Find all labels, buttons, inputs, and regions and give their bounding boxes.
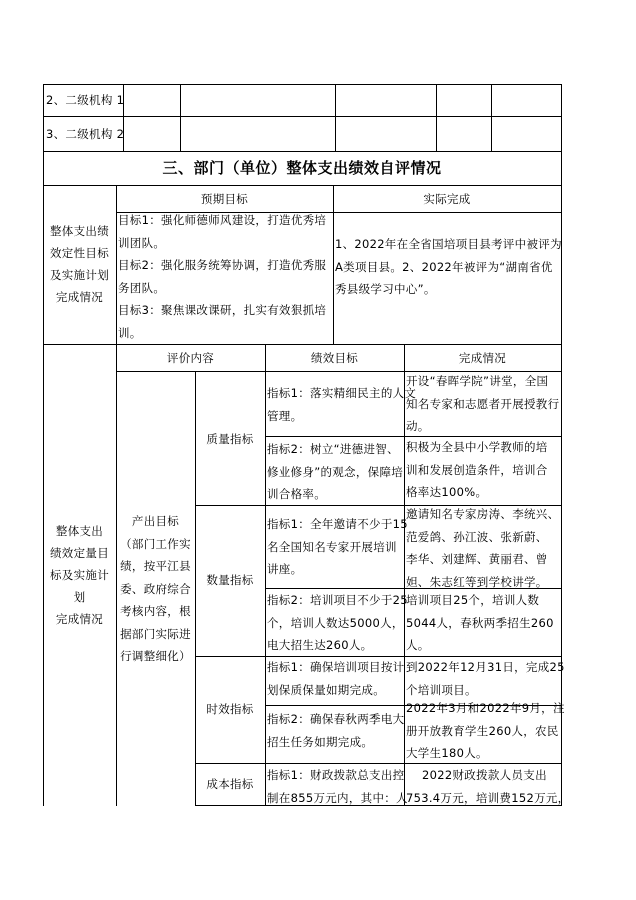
eval-content-header: 评价内容 <box>166 351 215 365</box>
performance-target-header: 绩效目标 <box>310 351 359 365</box>
category-quality: 质量指标 <box>206 432 254 446</box>
indicator-target: 指标1：确保培训项目按计 划保质保量如期完成。 <box>267 660 405 697</box>
indicator-completion: 培训项目25个，培训人数 5044人，春秋两季招生260 人。 <box>406 593 554 652</box>
indicator-target: 指标1：财政拨款总支出控 制在855万元内，其中：人 <box>267 768 408 805</box>
output-goal-label: 产出目标 （部门工作实 绩，按平江县 委、政府综合 考核内容，根 据部门实际进 行调整细化） <box>120 514 191 663</box>
quantitative-goal-header: 整体支出 绩效定量目 标及实施计 划 完成情况 <box>50 524 109 626</box>
indicator-target: 指标2：确保春秋两季电大 招生任务如期完成。 <box>267 712 405 749</box>
indicator-target: 指标1：落实精细民主的人文 管理。 <box>267 386 417 423</box>
actual-completion-header: 实际完成 <box>423 192 471 206</box>
indicator-target: 指标2：培训项目不少于25 个，培训人数达5000人， 电大招生达260人。 <box>267 593 408 652</box>
category-cost: 成本指标 <box>206 777 254 791</box>
indicator-completion: 积极为全县中小学教师的培 训和发展创造条件，培训合 格率达100%。 <box>406 440 548 499</box>
qualitative-goal-header: 整体支出绩 效定性目标 及实施计划 完成情况 <box>50 224 109 304</box>
planned-goal-header: 预期目标 <box>200 192 249 206</box>
indicator-completion: 2022年3月和2022年9月，注 册开放教育学生260人，农民 大学生180人。 <box>406 701 565 760</box>
category-quantity: 数量指标 <box>206 573 254 587</box>
planned-goals-text: 目标1：强化师德师风建设，打造优秀培 训团队。 目标2：强化服务统筹协调，打造优秀服 务团队。 目标3：聚焦课改课研，扎实有效狠抓培 训。 <box>118 213 327 340</box>
row-label-secondary-org-1: 2、二级机构 1 <box>46 93 125 107</box>
indicator-completion: 到2022年12月31日，完成25 个培训项目。 <box>406 660 565 697</box>
indicator-target: 指标1：全年邀请不少于15 名全国知名专家开展培训 讲座。 <box>267 517 408 576</box>
actual-completion-text: 1、2022年在全省国培项目县考评中被评为 A类项目县。2、2022年被评为“湖南省优 秀县级学习中心”。 <box>335 237 562 296</box>
section-title: 三、部门（单位）整体支出绩效自评情况 <box>162 159 442 177</box>
indicator-completion: 2022财政拨款人员支出 753.4万元，培训费152万元， <box>406 768 570 805</box>
indicator-completion: 邀请知名专家房涛、李统兴、 范爱鸽、孙江波、张新蔚、 李华、刘建辉、黄丽君、曾 妲、朱志红等到学校讲学。 <box>406 507 560 589</box>
indicator-target: 指标2：树立“进德进智、 修业修身”的观念，保障培 训合格率。 <box>267 442 404 501</box>
category-timeliness: 时效指标 <box>206 702 254 716</box>
indicator-completion: 开设“春晖学院”讲堂，全国 知名专家和志愿者开展授教行 动。 <box>406 374 560 433</box>
row-label-secondary-org-2: 3、二级机构 2 <box>46 127 125 141</box>
completion-status-header: 完成情况 <box>458 351 507 365</box>
